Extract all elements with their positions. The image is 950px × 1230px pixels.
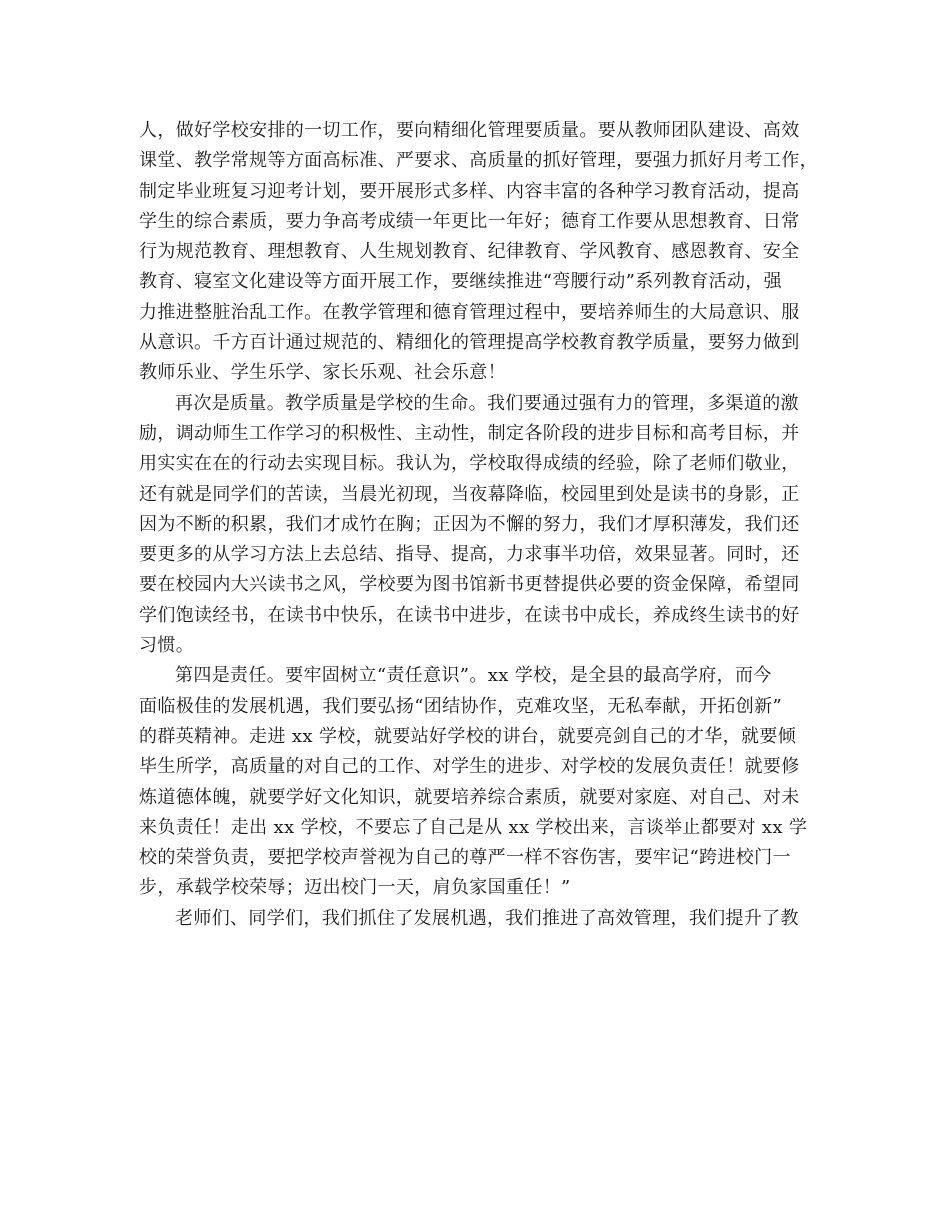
text-line: 要更多的从学习方法上去总结、指导、提高，力求事半功倍，效果显著。同时，还 [139,544,800,566]
paragraph-first-line: 第四是责任。要牢固树立“责任意识”。xx 学校，是全县的最高学府，而今 [175,665,772,687]
text-line: 的群英精神。走进 xx 学校，就要站好学校的讲台，就要亮剑自己的才华，就要倾 [139,725,797,747]
text-line: 学们饱读经书，在读书中快乐，在读书中进步，在读书中成长，养成终生读书的好 [139,604,800,626]
text-line: 教师乐业、学生乐学、家长乐观、社会乐意！ [139,362,506,384]
text-line: 用实实在在的行动去实现目标。我认为，学校取得成绩的经验，除了老师们敬业， [139,453,800,475]
text-line: 人，做好学校安排的一切工作，要向精细化管理要质量。要从教师团队建设、高效 [139,120,800,141]
paragraph-first-line: 老师们、同学们，我们抓住了发展机遇，我们推进了高效管理，我们提升了教 [175,907,799,929]
text-line: 炼道德体魄，就要学好文化知识，就要培养综合素质，就要对家庭、对自己、对未 [139,786,800,808]
text-line: 面临极佳的发展机遇，我们要弘扬“团结协作，克难攻坚，无私奉献，开拓创新” [139,695,783,717]
text-line: 来负责任！走出 xx 学校，不要忘了自己是从 xx 学校出来，言谈举止都要对 xx 学 [139,816,808,838]
text-line: 制定毕业班复习迎考计划，要开展形式多样、内容丰富的各种学习教育活动，提高 [139,180,800,202]
text-line: 励，调动师生工作学习的积极性、主动性，制定各阶段的进步目标和高考目标，并 [139,422,800,444]
document-body [139,116,819,934]
paragraph-first-line: 再次是质量。教学质量是学校的生命。我们要通过强有力的管理，多渠道的激 [175,392,799,414]
text-line: 课堂、教学常规等方面高标准、严要求、高质量的抓好管理，要强力抓好月考工作， [139,150,818,172]
text-line: 还有就是同学们的苦读，当晨光初现，当夜幕降临，校园里到处是读书的身影，正 [139,483,800,505]
text-line: 要在校园内大兴读书之风，学校要为图书馆新书更替提供必要的资金保障，希望同 [139,574,800,596]
text-line: 毕生所学，高质量的对自己的工作、对学生的进步、对学校的发展负责任！就要修 [139,756,800,778]
text-line: 步，承载学校荣辱；迈出校门一天，肩负家国重任！” [139,877,571,899]
text-line: 习惯。 [139,635,195,657]
text-line: 校的荣誉负责，要把学校声誉视为自己的尊严一样不容伤害，要牢记“跨进校门一 [139,847,791,869]
text-line: 行为规范教育、理想教育、人生规划教育、纪律教育、学风教育、感恩教育、安全 [139,241,800,263]
text-line: 学生的综合素质，要力争高考成绩一年更比一年好；德育工作要从思想教育、日常 [139,210,800,232]
text-line: 因为不断的积累，我们才成竹在胸；正因为不懈的努力，我们才厚积薄发，我们还 [139,513,800,535]
text-line: 从意识。千方百计通过规范的、精细化的管理提高学校教育教学质量，要努力做到 [139,332,800,354]
text-line: 力推进整脏治乱工作。在教学管理和德育管理过程中，要培养师生的大局意识、服 [139,301,800,323]
text-line: 教育、寝室文化建设等方面开展工作，要继续推进“弯腰行动”系列教育活动，强 [139,271,783,293]
